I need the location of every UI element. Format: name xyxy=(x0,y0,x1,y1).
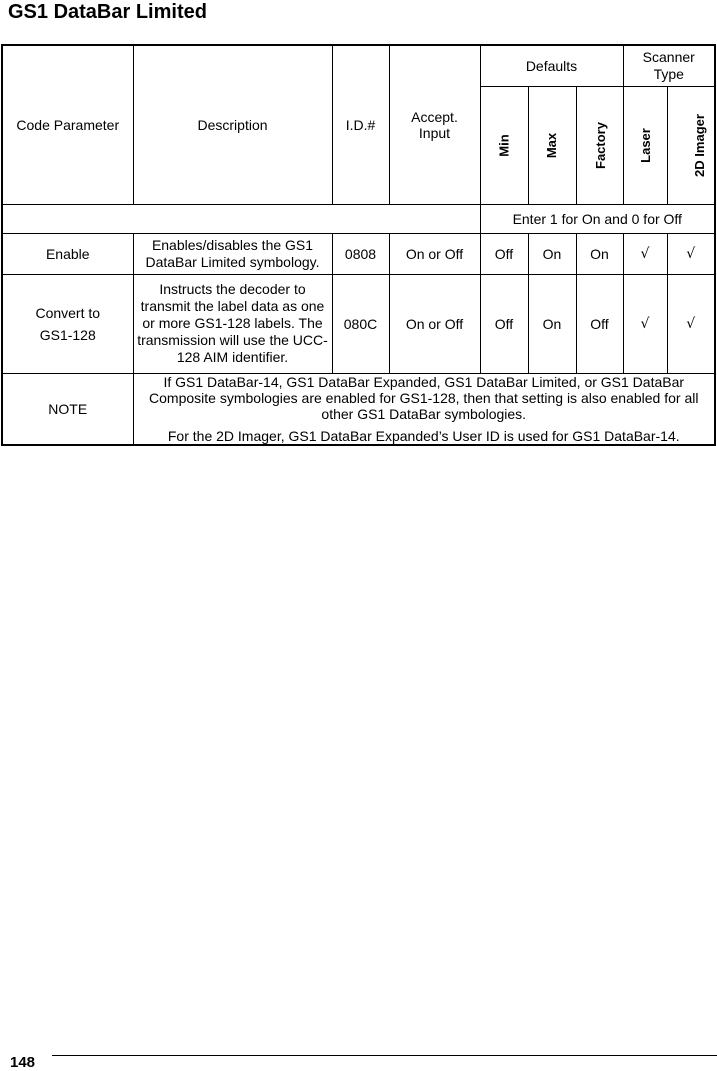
header-code-parameter: Code Parameter xyxy=(2,45,133,204)
param-accept: On or Off xyxy=(389,233,480,274)
footer-divider xyxy=(52,1055,717,1056)
param-accept: On or Off xyxy=(389,274,480,373)
page-title: GS1 DataBar Limited xyxy=(8,1,207,23)
param-max: On xyxy=(528,233,576,274)
header-min-cell xyxy=(480,86,528,204)
page-number: 148 xyxy=(10,1054,36,1071)
param-description: Enables/disables the GS1 DataBar Limited symbology. xyxy=(133,233,332,274)
header-scanner-type: Scanner Type xyxy=(623,45,715,86)
header-laser-cell xyxy=(623,86,667,204)
parameter-table xyxy=(1,44,716,446)
instruction-text: Enter 1 for On and 0 for Off xyxy=(480,204,715,233)
note-text xyxy=(133,373,715,445)
laser-check-icon: √ xyxy=(623,274,667,373)
header-defaults: Defaults xyxy=(480,45,623,86)
laser-check-icon: √ xyxy=(623,233,667,274)
param-enable: Enable xyxy=(2,233,133,274)
header-id: I.D.# xyxy=(332,45,389,204)
note-paragraph-2: For the 2D Imager, GS1 DataBar Expanded’s User ID is used for GS1 DataBar-14. xyxy=(167,427,680,444)
param-factory: Off xyxy=(576,274,623,373)
param-min: Off xyxy=(480,274,528,373)
param-id: 080C xyxy=(332,274,389,373)
note-row xyxy=(2,373,715,445)
note-label: NOTE xyxy=(2,373,133,445)
param-convert-line2: GS1-128 xyxy=(39,326,96,343)
param-convert-line1: Convert to xyxy=(35,304,101,321)
param-factory: On xyxy=(576,233,623,274)
header-laser: Laser xyxy=(637,128,653,163)
param-min: Off xyxy=(480,233,528,274)
header-accept-input: Accept. Input xyxy=(389,45,480,204)
instruction-spacer xyxy=(2,204,480,233)
imager-check-icon: √ xyxy=(667,274,715,373)
param-id: 0808 xyxy=(332,233,389,274)
header-min: Min xyxy=(496,134,512,157)
table-row xyxy=(2,274,715,373)
header-imager: 2D Imager xyxy=(691,114,707,177)
header-max-cell xyxy=(528,86,576,204)
note-paragraph-1: If GS1 DataBar-14, GS1 DataBar Expanded, GS1 DataBar Limited, or GS1 DataBar Composite symbologies are enabled for GS1-128, then that setting is also enabled for all other GS1 DataBar symbologies. xyxy=(149,373,699,422)
header-factory: Factory xyxy=(592,122,608,169)
param-description: Instructs the decoder to transmit the label data as one or more GS1-128 labels. The transmission will use the UCC-128 AIM identifier. xyxy=(133,274,332,373)
header-description: Description xyxy=(133,45,332,204)
header-factory-cell xyxy=(576,86,623,204)
imager-check-icon: √ xyxy=(667,233,715,274)
header-imager-cell xyxy=(667,86,715,204)
table-row xyxy=(2,233,715,274)
param-max: On xyxy=(528,274,576,373)
param-convert xyxy=(2,274,133,373)
header-max: Max xyxy=(544,132,560,159)
